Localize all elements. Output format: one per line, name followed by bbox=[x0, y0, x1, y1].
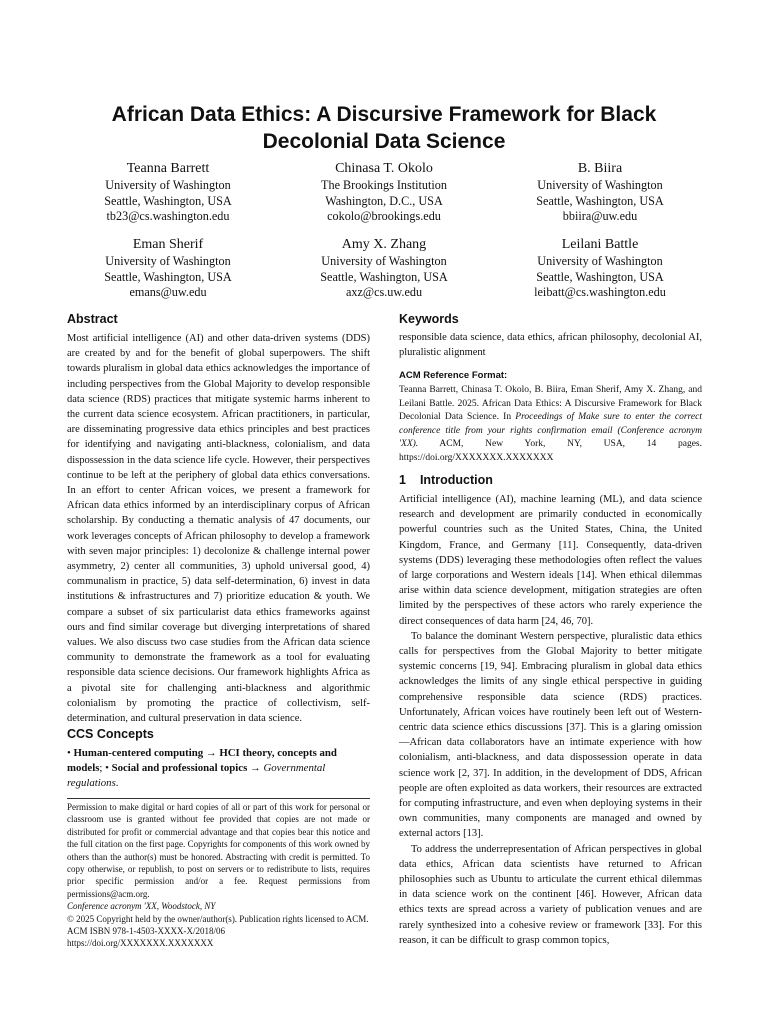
conference-acronym: Conference acronym 'XX, Woodstock, NY bbox=[67, 901, 216, 912]
ccs-separator: ; • bbox=[99, 762, 109, 774]
isbn-line: ACM ISBN 978-1-4503-XXXX-X/2018/06 bbox=[67, 926, 225, 937]
ccs-term: HCI theory, concepts and models bbox=[67, 747, 337, 774]
ccs-arrow: → bbox=[205, 747, 217, 759]
permission-text: Permission to make digital or hard copies of all or part of this work for personal or classroom use is granted without fee provided that copies are not made or distributed for profit or commercial advantage and that copies bear this notice and the full citation on the first page. Copyrights for components of this work owned by others than the author(s) must be honored. Abstracting with credit is permitted. To copy otherwise, or republish, to post on servers or to redistribute to lists, requires prior specific permission and/or a fee. Request permissions from permissions@acm.org. bbox=[67, 802, 370, 899]
section-title: Introduction bbox=[419, 473, 493, 487]
author-card bbox=[492, 160, 708, 225]
author-card bbox=[60, 160, 276, 225]
abstract-section bbox=[67, 311, 370, 726]
author-card bbox=[276, 160, 492, 225]
author-name: Leilani Battle bbox=[561, 237, 639, 252]
ccs-end: . bbox=[115, 777, 119, 789]
author-affiliation: University of Washington bbox=[321, 254, 447, 268]
reference-publisher: ACM, New York, NY, USA, 14 pages. https://doi.org/XXXXXXX.XXXXXXX bbox=[399, 439, 702, 463]
author-affiliation: University of Washington bbox=[105, 254, 231, 268]
author-card bbox=[492, 236, 708, 301]
author-name: Chinasa T. Okolo bbox=[335, 161, 433, 176]
author-location: Washington, D.C., USA bbox=[325, 193, 443, 208]
author-email[interactable]: emans@uw.edu bbox=[129, 285, 207, 299]
permission-notice bbox=[67, 801, 370, 950]
acm-reference-section bbox=[399, 370, 702, 465]
author-location: Seattle, Washington, USA bbox=[536, 193, 664, 208]
reference-proceedings: Proceedings of Make sure to enter the correct conference title from your rights confirmation email (Conference acronym 'XX). bbox=[399, 412, 702, 449]
keywords-heading: Keywords bbox=[399, 312, 459, 326]
author-name: Amy X. Zhang bbox=[341, 237, 427, 252]
author-email[interactable]: axz@cs.uw.edu bbox=[345, 285, 423, 299]
author-affiliation: The Brookings Institution bbox=[321, 178, 447, 192]
author-email[interactable]: leibatt@cs.washington.edu bbox=[534, 285, 666, 299]
conference-line bbox=[67, 900, 370, 912]
title-line-1: African Data Ethics: A Discursive Framework for Black bbox=[111, 103, 657, 126]
author-location: Seattle, Washington, USA bbox=[536, 269, 664, 284]
intro-paragraph: To address the underrepresentation of African perspectives in global data ethics, African data scientists have returned to African philosophies such as Ubuntu to articulate the current ethical dilemmas in data science work on the continent [46]. However, African data ethics texts are spread across a variety of publication venues and are rarely synthesized into a cohesive review or framework [33]. For this reason, it can be difficult to grasp common topics, bbox=[399, 843, 702, 946]
paper-title bbox=[60, 101, 708, 155]
author-affiliation: University of Washington bbox=[105, 178, 231, 192]
title-line-2: Decolonial Data Science bbox=[262, 130, 506, 153]
author-location: Seattle, Washington, USA bbox=[104, 193, 232, 208]
author-email[interactable]: cokolo@brookings.edu bbox=[327, 209, 441, 223]
copyright-line: © 2025 Copyright held by the owner/author(s). Publication rights licensed to ACM. bbox=[67, 913, 369, 924]
ccs-term: Governmental regulations bbox=[67, 762, 326, 789]
author-email[interactable]: tb23@cs.washington.edu bbox=[106, 209, 230, 223]
footnote-divider bbox=[67, 798, 370, 799]
acm-reference-text bbox=[399, 384, 702, 465]
author-email[interactable]: bbiira@uw.edu bbox=[562, 209, 638, 223]
author-card bbox=[276, 236, 492, 301]
keywords-text: responsible data science, data ethics, african philosophy, decolonial AI, pluralistic alignment bbox=[399, 332, 702, 359]
ccs-bullet: • bbox=[67, 747, 71, 759]
author-location: Seattle, Washington, USA bbox=[320, 269, 448, 284]
ccs-term: Social and professional topics bbox=[111, 762, 248, 774]
author-affiliation: University of Washington bbox=[537, 254, 663, 268]
author-affiliation: University of Washington bbox=[537, 178, 663, 192]
intro-paragraph: To balance the dominant Western perspective, pluralistic data ethics calls for perspectives from the Global Majority to better mitigate systemic concerns [19, 94]. Embracing pluralism in global data ethics acknowledges the limits of any single ethical perspective in guiding comprehensive responsible data science (RDS) practices. Unfortunately, African voices have routinely been left out of Western-centric data science ethics discussions [37]. This is a glaring omission—African data collaborators have an intimate experience with how colonialism, anti-blackness, and data dispossession operate in data science work [2, 37]. In addition, in the development of DDS, African people are often exploited as data workers, their resources are extracted for computing infrastructure, and even when deploying systems in their own communities, many components are managed and owned by external actors [13]. bbox=[399, 630, 702, 840]
keywords-section bbox=[399, 311, 702, 360]
ccs-section bbox=[67, 726, 370, 791]
ccs-concepts-text bbox=[67, 746, 370, 791]
author-name: Eman Sherif bbox=[132, 237, 204, 252]
introduction-section bbox=[399, 472, 702, 948]
introduction-heading bbox=[399, 472, 702, 488]
author-name: Teanna Barrett bbox=[126, 161, 210, 176]
author-location: Seattle, Washington, USA bbox=[104, 269, 232, 284]
author-card bbox=[60, 236, 276, 301]
ccs-heading: CCS Concepts bbox=[67, 727, 154, 741]
reference-authors: Teanna Barrett, Chinasa T. Okolo, B. Biira, Eman Sherif, Amy X. Zhang, and Leilani Battle. 2025. African Data Ethics: A Discursive Framework for Black Decolonial Data Science. In bbox=[399, 385, 702, 422]
author-name: B. Biira bbox=[577, 161, 623, 176]
ccs-arrow: → bbox=[249, 762, 261, 774]
acm-reference-heading: ACM Reference Format: bbox=[399, 370, 508, 381]
intro-paragraph: Artificial intelligence (AI), machine learning (ML), and data science research and development are primarily conducted in economically powerful countries such as the United States, China, the United Kingdom, France, and Germany [11]. Consequently, data-driven systems (DDS) leveraging these methodologies often reflect the values of large corporations and Western ideals [14]. When ethical dilemmas arise within data science development, mitigation strategies are often limited by the perspectives of these actors who rarely experience the direct consequences of data harm [24, 46, 70]. bbox=[399, 494, 702, 627]
ccs-term: Human-centered computing bbox=[73, 747, 204, 759]
abstract-text: Most artificial intelligence (AI) and other data-driven systems (DDS) are created by and for the benefit of global superpowers. The shift towards pluralism in global data ethics acknowledges the importance of including perspectives from the Global Majority to develop responsible data science (RDS) practices that mitigate systemic harms inherent to the current data science ecosystem. African practitioners, in particular, are disseminating progressive data ethics principles and best practices for identifying and navigating anti-blackness, colonialism, and data dispossession in the data science life cycle. However, their perspectives continue to be left at the periphery of global data ethics conversations. In an effort to center African voices, we present a framework for African data ethics informed by an interdisciplinary corpus of African scholarship. By conducting a thematic analysis of 47 documents, our work leverages concepts of African philosophy to develop a framework with seven major principles: 1) decolonize & challenge internal power asymmetry, 2) center all communities, 3) uphold universal good, 4) communalism in practice, 5) data self-determination, 6) invest in data institutions & infrastructures and 7) prioritize education & youth. We compare a subset of six particularist data ethics frameworks against ours and find similar coverage but diverging interpretations of shared values. We also discuss two case studies from the African data science community to demonstrate the framework as a tool for evaluating responsible data science decisions. Our framework highlights Africa as a pivotal site for challenging anti-blackness and algorithmic colonialism by promoting the practice of collectivism, self-determination, and cultural preservation in data science. bbox=[67, 333, 370, 725]
doi-line[interactable]: https://doi.org/XXXXXXX.XXXXXXX bbox=[67, 938, 214, 949]
abstract-heading: Abstract bbox=[67, 312, 118, 326]
section-number: 1 bbox=[399, 473, 406, 487]
